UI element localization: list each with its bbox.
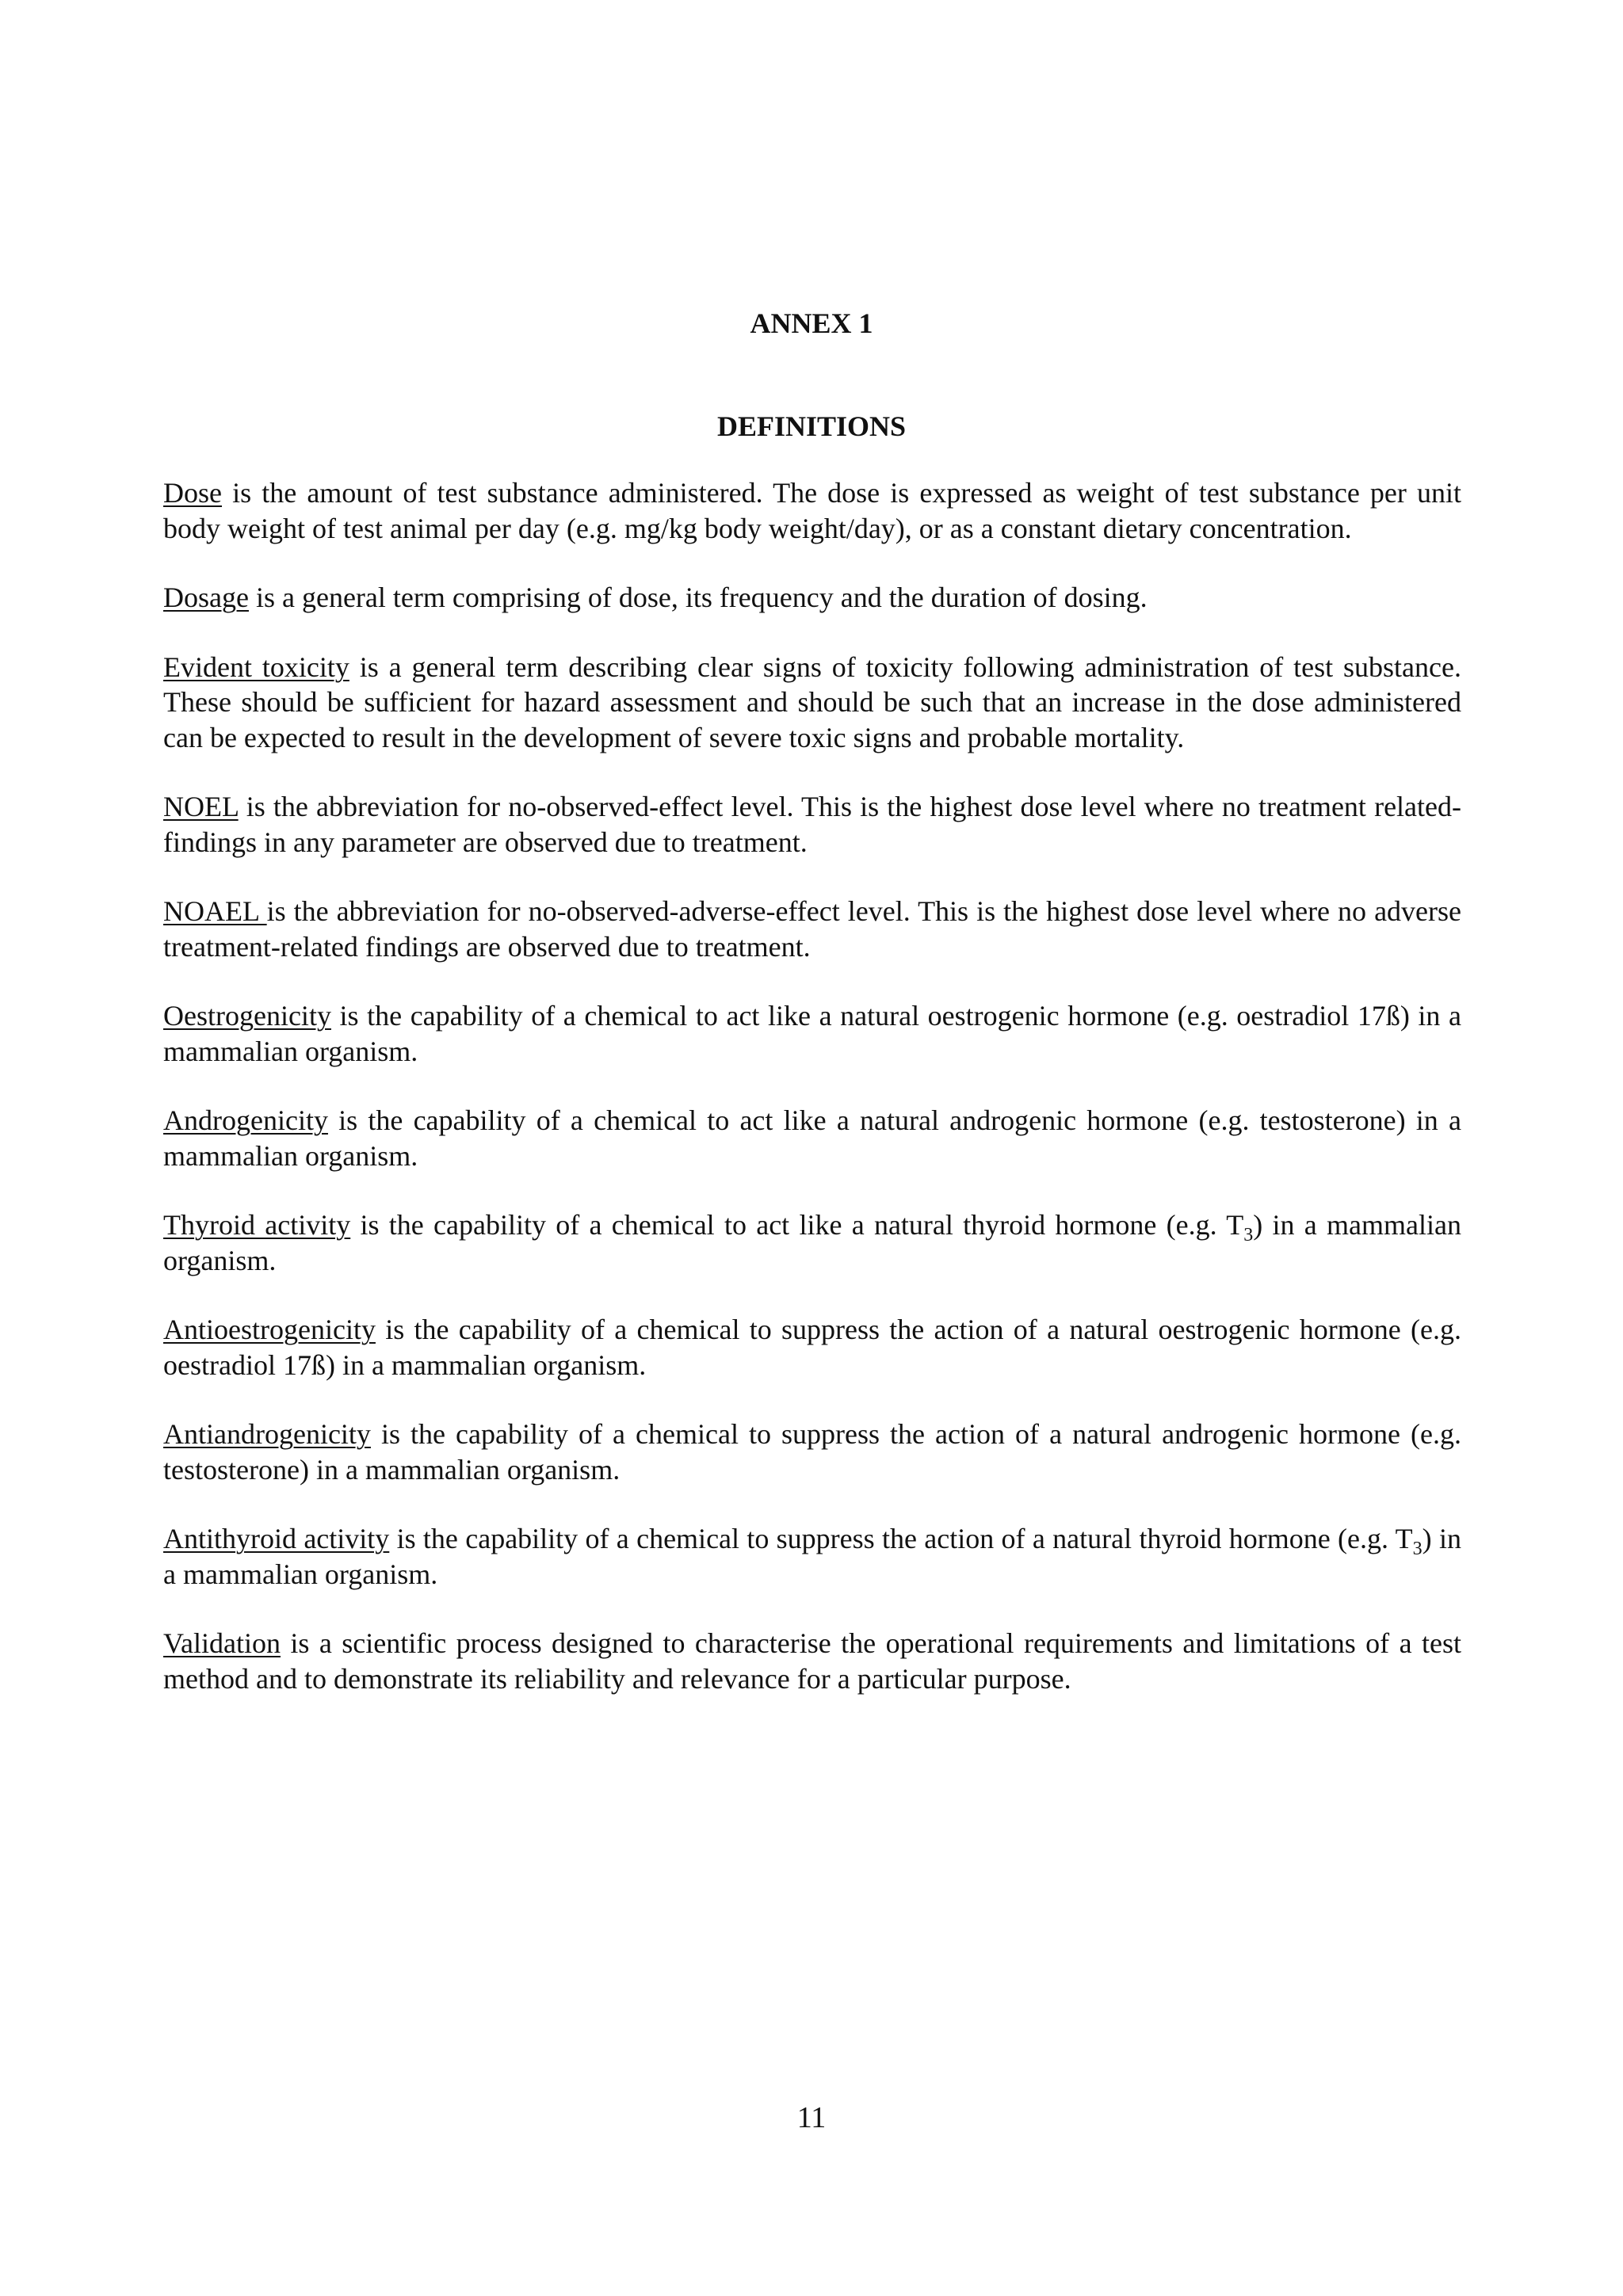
definition-evident-toxicity xyxy=(163,650,1461,756)
definition-text: is the capability of a chemical to act like a natural oestrogenic hormone (e.g. oestradiol 17ß) in a mammalian organism. xyxy=(163,1000,1461,1067)
definition-term: Androgenicity xyxy=(163,1104,328,1136)
definition-text: is the abbreviation for no-observed-adverse-effect level. This is the highest dose level where no adverse treatment-related findings are observed due to treatment. xyxy=(163,895,1461,963)
definition-term: Oestrogenicity xyxy=(163,1000,331,1032)
definition-term: Antithyroid activity xyxy=(163,1523,390,1554)
definition-validation xyxy=(163,1626,1461,1696)
subscript: 3 xyxy=(1243,1225,1254,1246)
definition-text: is the capability of a chemical to suppress the action of a natural oestrogenic hormone (e.g. oestradiol 17ß) in a mammalian organism. xyxy=(163,1314,1461,1381)
definition-oestrogenicity xyxy=(163,998,1461,1069)
definition-dosage xyxy=(163,580,1461,616)
definition-text: is the capability of a chemical to act like a natural thyroid hormone (e.g. T xyxy=(350,1209,1244,1241)
definition-text: is a general term comprising of dose, its frequency and the duration of dosing. xyxy=(248,582,1148,613)
definition-text: is a scientific process designed to characterise the operational requirements and limitations of a test method and to demonstrate its reliability and relevance for a particular purpose. xyxy=(163,1627,1461,1695)
definition-text: is the capability of a chemical to suppress the action of a natural thyroid hormone (e.g. T xyxy=(389,1523,1413,1554)
definition-dose xyxy=(163,475,1461,546)
definition-noel xyxy=(163,789,1461,860)
definition-androgenicity xyxy=(163,1103,1461,1173)
definition-antithyroid-activity xyxy=(163,1521,1461,1592)
definition-term: NOAEL xyxy=(163,895,267,927)
definition-noael xyxy=(163,894,1461,964)
definition-term: NOEL xyxy=(163,791,239,822)
definition-text: is a general term describing clear signs of toxicity following administration of test substance. These should be sufficient for hazard assessment and should be such that an increase in the dose administered can be expected to result in the development of severe toxic signs and probable mortality. xyxy=(163,650,1461,753)
definition-term: Evident toxicity xyxy=(163,650,349,683)
definition-text: is the capability of a chemical to suppress the action of a natural androgenic hormone (e.g. testosterone) in a mammalian organism. xyxy=(163,1418,1461,1486)
definition-text-end: ) in a mammalian organism. xyxy=(163,1523,1461,1590)
definition-text-end: ) in a mammalian organism. xyxy=(163,1209,1461,1276)
definition-text: is the abbreviation for no-observed-effect level. This is the highest dose level where no treatment related-findings in any parameter are observed due to treatment. xyxy=(163,791,1461,858)
definition-antiandrogenicity xyxy=(163,1417,1461,1487)
definition-term: Validation xyxy=(163,1627,281,1659)
definition-thyroid-activity xyxy=(163,1207,1461,1278)
definition-term: Dosage xyxy=(163,582,249,613)
subscript: 3 xyxy=(1412,1539,1423,1560)
definition-term: Dose xyxy=(163,477,222,509)
definition-term: Antioestrogenicity xyxy=(163,1314,376,1345)
definition-term: Thyroid activity xyxy=(163,1209,351,1241)
definitions-list xyxy=(163,475,1461,1730)
annex-heading: ANNEX 1 xyxy=(750,307,873,339)
definition-text: is the amount of test substance administered. The dose is expressed as weight of test substance per unit body weight of test animal per day (e.g. mg/kg body weight/day), or as a constant dietary concentration. xyxy=(163,477,1461,544)
definitions-heading: DEFINITIONS xyxy=(716,410,907,442)
definition-text: is the capability of a chemical to act like a natural androgenic hormone (e.g. testosterone) in a mammalian organism. xyxy=(163,1104,1461,1172)
page-number: 11 xyxy=(796,2101,827,2134)
definition-antioestrogenicity xyxy=(163,1312,1461,1383)
definition-term: Antiandrogenicity xyxy=(163,1418,371,1450)
